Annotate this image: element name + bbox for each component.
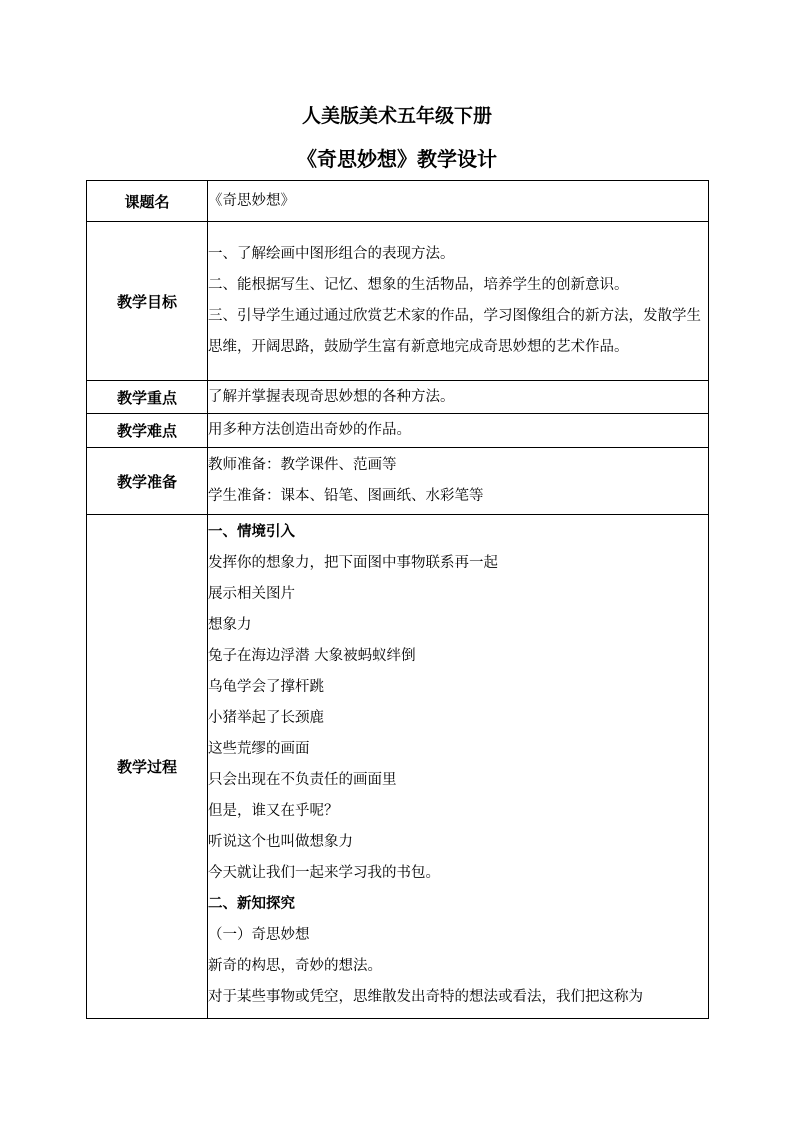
process-line: 发挥你的想象力，把下面图中事物联系再一起 [208, 555, 498, 571]
table-row-key-points [87, 381, 709, 414]
process-line: 小猪举起了长颈鹿 [208, 710, 324, 726]
process-line: 新奇的构思，奇妙的想法。 [208, 958, 382, 974]
document-subtitle: 《奇思妙想》教学设计 [297, 147, 497, 171]
table-row-goals [87, 222, 709, 381]
process-section-heading: 一、情境引入 [208, 524, 295, 540]
key-points-value: 了解并掌握表现奇思妙想的各种方法。 [208, 388, 455, 405]
table-row-preparation [87, 448, 709, 515]
row-label-key-points: 教学重点 [87, 381, 208, 414]
lesson-plan-table [86, 180, 709, 1019]
lesson-name-value: 《奇思妙想》 [208, 192, 295, 209]
preparation-line: 学生准备：课本、铅笔、图画纸、水彩笔等 [208, 488, 484, 504]
row-content-difficulties [208, 414, 709, 448]
process-line: 但是，谁又在乎呢？ [208, 803, 339, 819]
table-row-difficulties [87, 414, 709, 448]
preparation-line: 教师准备：教学课件、范画等 [208, 457, 397, 473]
document-title: 人美版美术五年级下册 [301, 105, 492, 127]
process-line: 乌龟学会了撑杆跳 [208, 679, 324, 695]
process-line: 只会出现在不负责任的画面里 [208, 772, 397, 788]
goal-line: 二、能根据写生、记忆、想象的生活物品，培养学生的创新意识。 [208, 277, 629, 293]
process-line: 展示相关图片 [208, 586, 295, 602]
row-content-goals [208, 222, 709, 381]
row-label-process: 教学过程 [87, 515, 208, 1019]
row-content-key-points [208, 381, 709, 414]
process-section-heading: 二、新知探究 [208, 896, 295, 912]
row-content-lesson-name [208, 181, 709, 222]
row-content-process [208, 515, 709, 1019]
row-label-goals: 教学目标 [87, 222, 208, 381]
table-row-process [87, 515, 709, 1019]
row-content-preparation [208, 448, 709, 515]
process-line: 这些荒缪的画面 [208, 741, 310, 757]
table-row-lesson-name [87, 181, 709, 222]
goal-line: 三、引导学生通过通过欣赏艺术家的作品，学习图像组合的新方法，发散学生思维，开阔思路，鼓励学生富有新意地完成奇思妙想的艺术作品。 [208, 308, 701, 355]
row-label-lesson-name: 课题名 [87, 181, 208, 222]
row-label-difficulties: 教学难点 [87, 414, 208, 448]
process-line: 今天就让我们一起来学习我的书包。 [208, 865, 440, 881]
goal-line: 一、了解绘画中图形组合的表现方法。 [208, 246, 455, 262]
process-line: （一）奇思妙想 [208, 927, 310, 943]
process-line: 对于某些事物或凭空，思维散发出奇特的想法或看法，我们把这称为 [208, 989, 643, 1005]
row-label-preparation: 教学准备 [87, 448, 208, 515]
process-line: 兔子在海边浮潜 大象被蚂蚁绊倒 [208, 648, 416, 664]
difficulties-value: 用多种方法创造出奇妙的作品。 [208, 422, 411, 438]
process-line: 听说这个也叫做想象力 [208, 834, 353, 850]
process-line: 想象力 [208, 617, 252, 633]
